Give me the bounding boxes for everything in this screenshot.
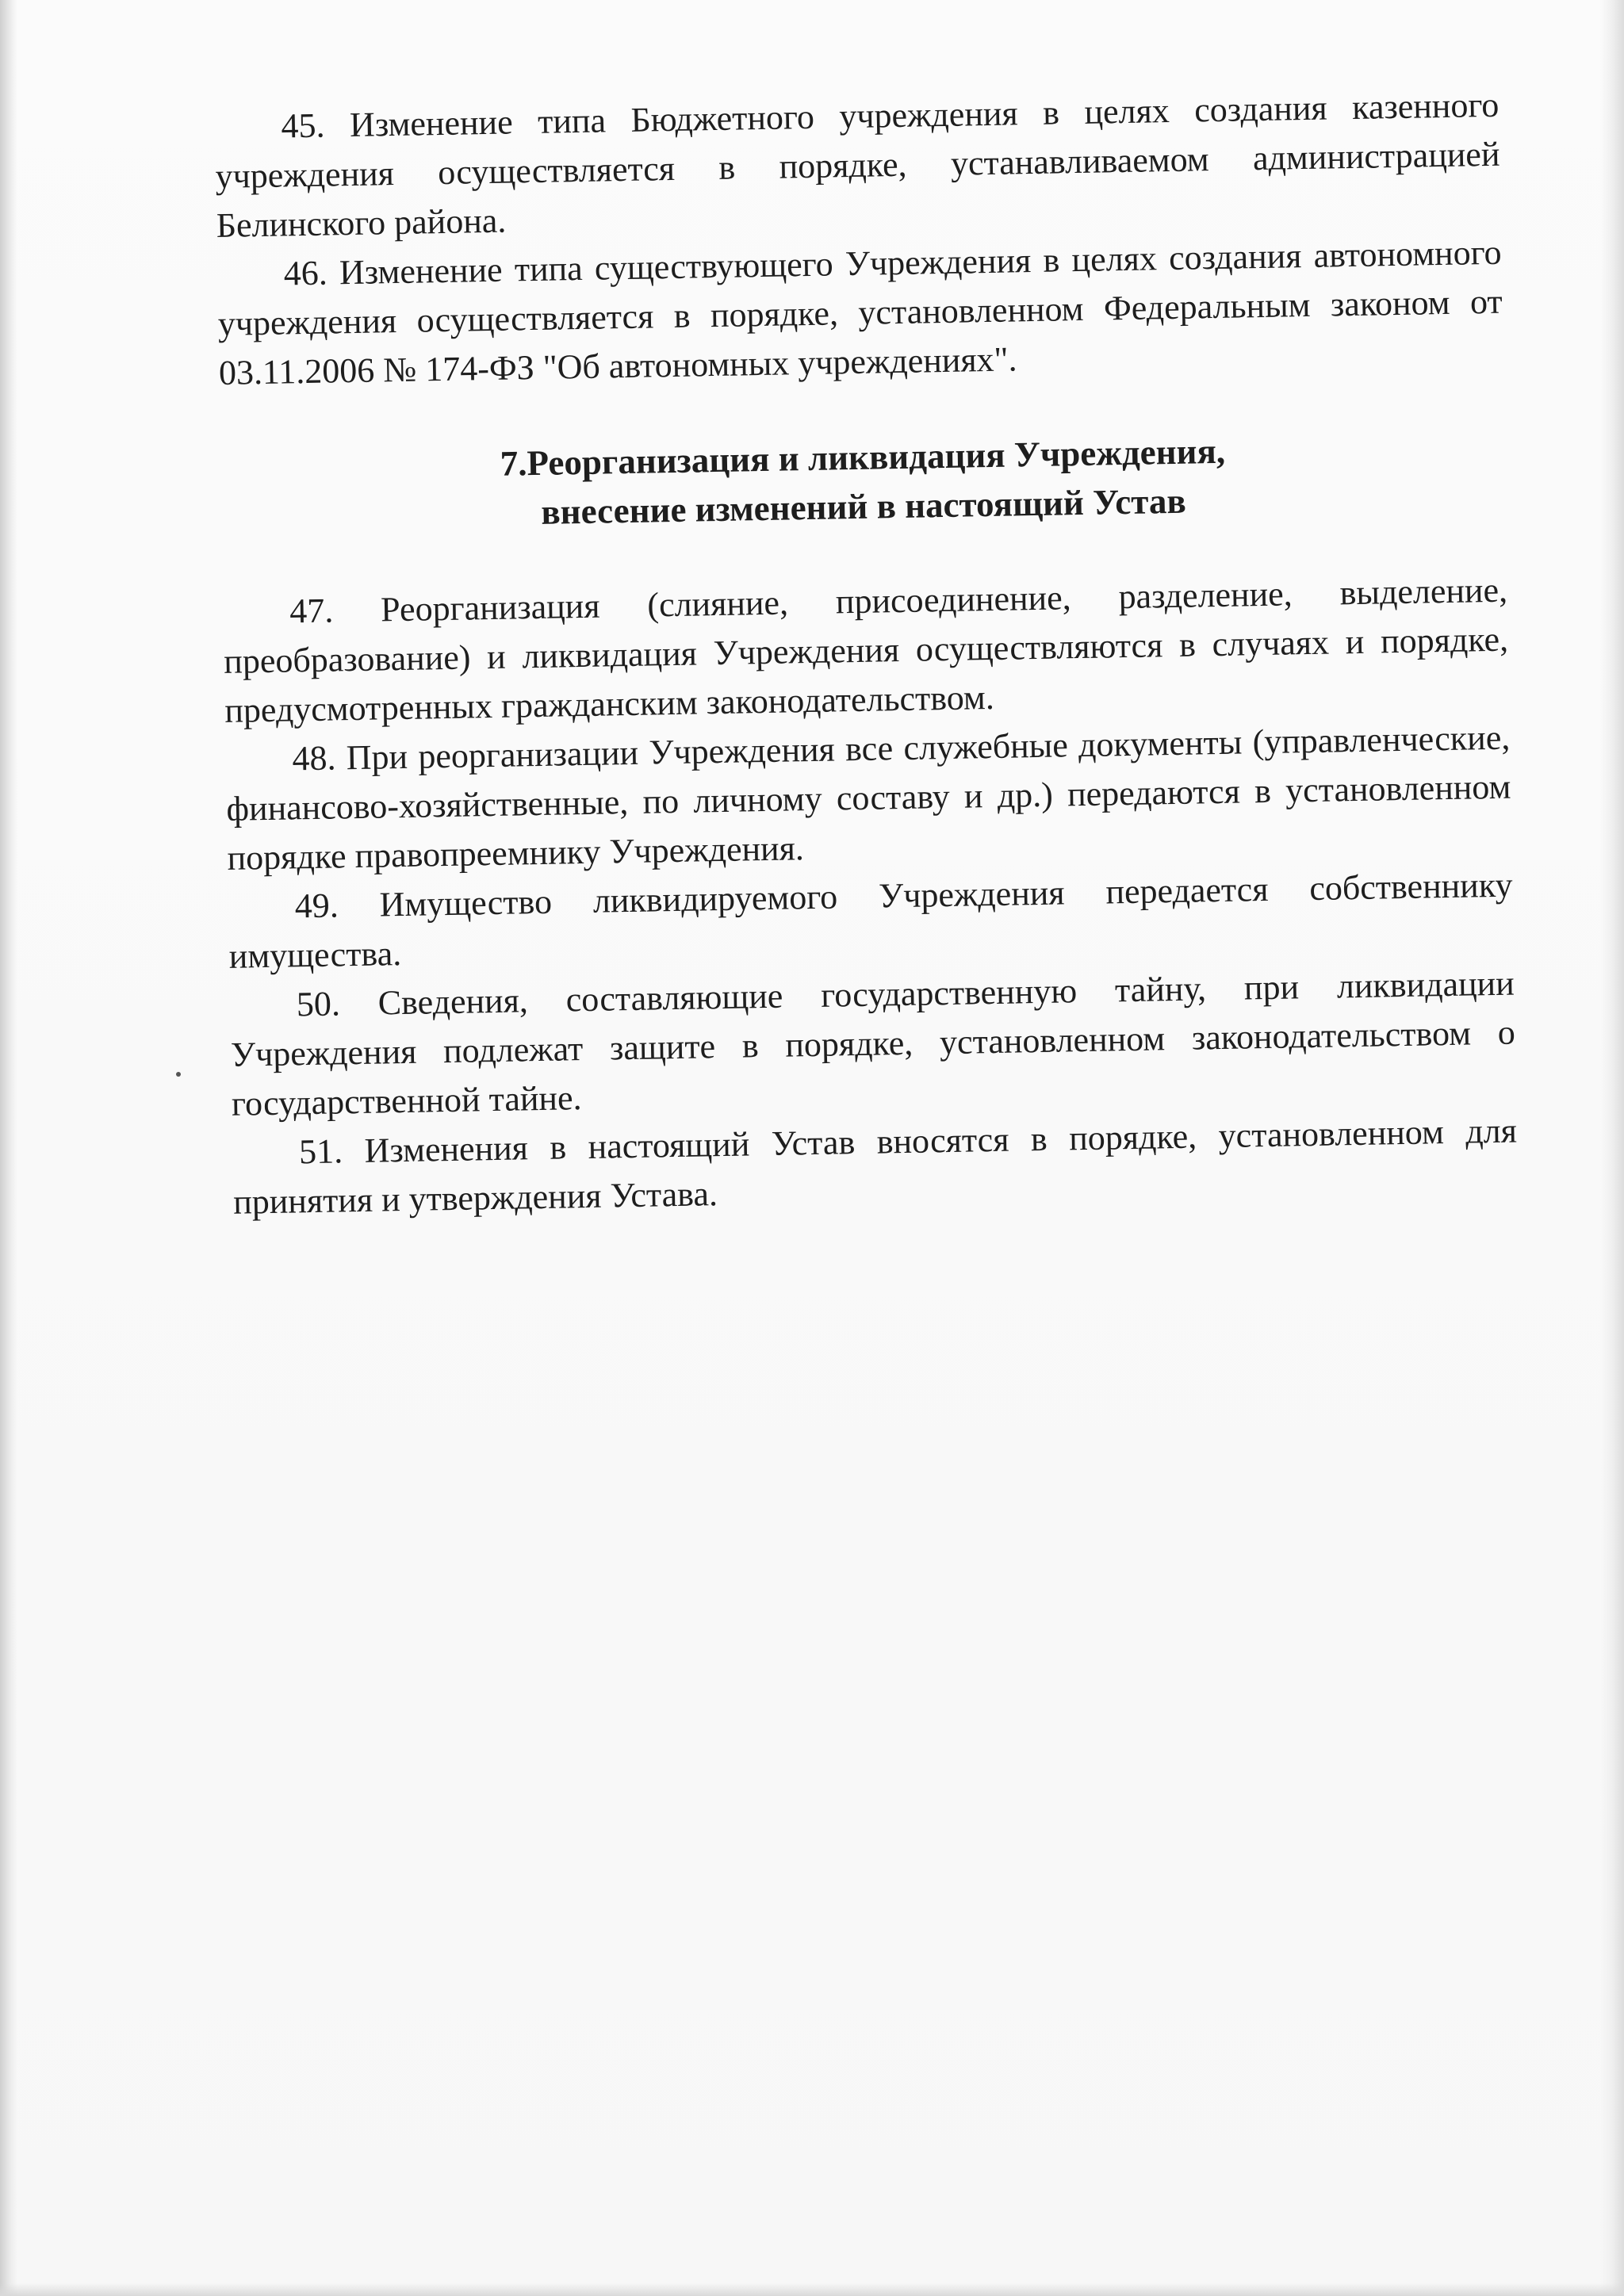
- paragraph-45: 45. Изменение типа Бюджетного учреждения в целях создания казенного учреждения осуществляется в порядке, устанавливаемом администрацией Белинского района.: [215, 85, 1500, 245]
- scan-shadow-right: [1600, 0, 1624, 2296]
- paragraph-51: 51. Изменения в настоящий Устав вносятся в порядке, установленном для принятия и утверждения Устава.: [232, 1111, 1518, 1222]
- paragraph-47: 47. Реорганизация (слияние, присоединение, разделение, выделение, преобразование) и ликвидация Учреждения осуществляются в случаях и порядке, предусмотренных гражданским законодательством.: [223, 570, 1509, 730]
- paragraph-46: 46. Изменение типа существующего Учреждения в целях создания автономного учреждения осуществляется в порядке, установленном Федеральным законом от 03.11.2006 № 174-ФЗ "Об автономных учреждениях".: [217, 232, 1503, 392]
- section-heading-line-2: внесение изменений в настоящий Устав: [540, 480, 1187, 532]
- section-7-heading: [220, 422, 1507, 542]
- scan-shadow-left: [0, 0, 17, 2296]
- paragraph-50: 50. Сведения, составляющие государственную тайну, при ликвидации Учреждения подлежат защите в порядке, установленном законодательством о государственной тайне.: [230, 963, 1516, 1123]
- scan-shadow-bottom: [0, 2283, 1624, 2296]
- document-body: [214, 81, 1519, 1227]
- scan-speck: [176, 1072, 181, 1077]
- paragraph-49: 49. Имущество ликвидируемого Учреждения передается собственнику имущества.: [228, 865, 1513, 976]
- section-heading-line-1: 7.Реорганизация и ликвидация Учреждения,: [500, 430, 1226, 484]
- paragraph-48: 48. При реорганизации Учреждения все служебные документы (управленческие, финансово-хозяйственные, по личному составу и др.) передаются в установленном порядке правопреемнику Учреждения.: [226, 718, 1511, 878]
